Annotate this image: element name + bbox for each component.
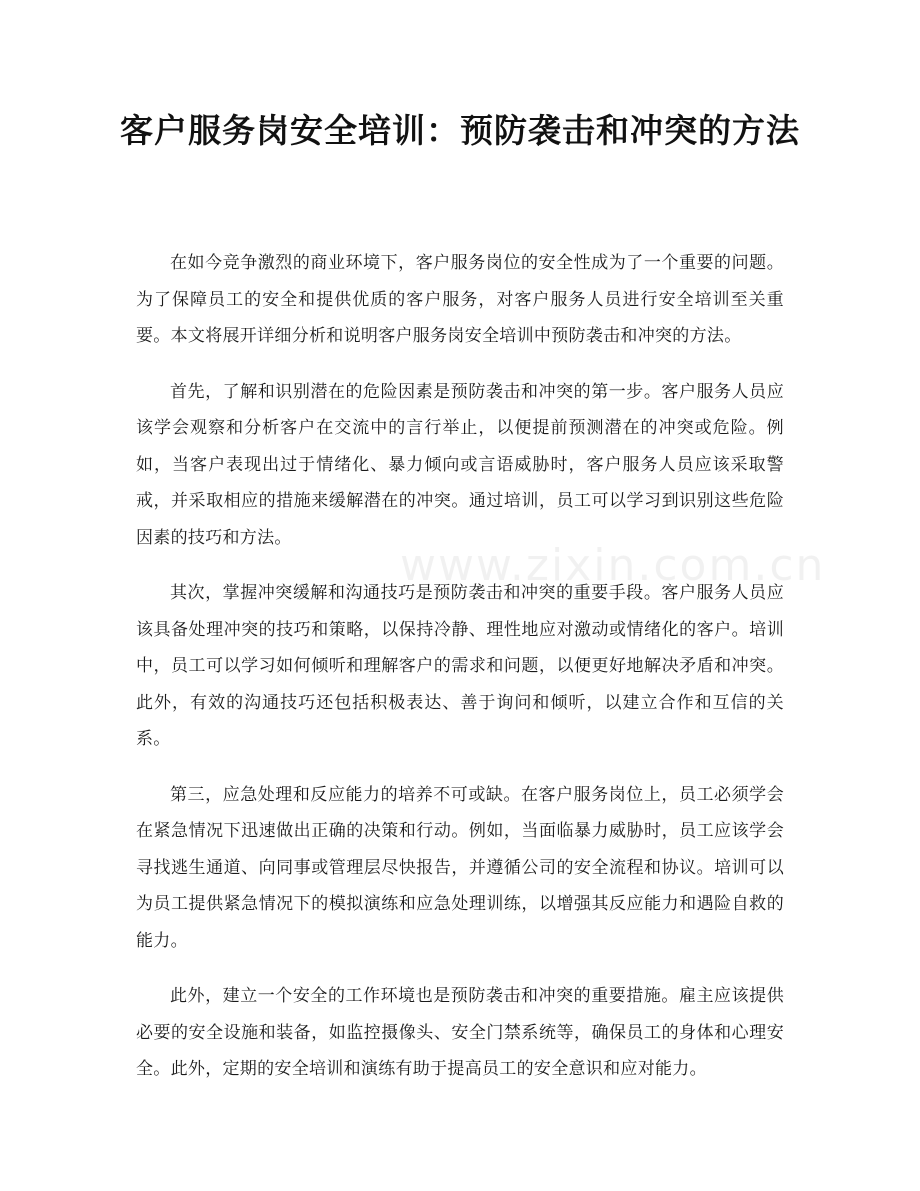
- paragraph-intro: 在如今竞争激烈的商业环境下，客户服务岗位的安全性成为了一个重要的问题。为了保障员工的安全和提供优质的客户服务，对客户服务人员进行安全培训至关重要。本文将展开详细分析和说明客户服务岗安全培训中预防袭击和冲突的方法。: [136, 253, 784, 346]
- paragraph-identify-risks: 首先，了解和识别潜在的危险因素是预防袭击和冲突的第一步。客户服务人员应该学会观察和分析客户在交流中的言行举止，以便提前预测潜在的冲突或危险。例如，当客户表现出过于情绪化、暴力倾向或言语威胁时，客户服务人员应该采取警戒，并采取相应的措施来缓解潜在的冲突。通过培训，员工可以学习到识别这些危险因素的技巧和方法。: [136, 381, 784, 548]
- document-body: [136, 245, 784, 1107]
- paragraph-emergency-response: 第三，应急处理和反应能力的培养不可或缺。在客户服务岗位上，员工必须学会在紧急情况下迅速做出正确的决策和行动。例如，当面临暴力威胁时，员工应该学会寻找逃生通道、向同事或管理层尽快报告，并遵循公司的安全流程和协议。培训可以为员工提供紧急情况下的模拟演练和应急处理训练，以增强其反应能力和遇险自救的能力。: [136, 784, 784, 951]
- paragraph-conflict-communication: 其次，掌握冲突缓解和沟通技巧是预防袭击和冲突的重要手段。客户服务人员应该具备处理冲突的技巧和策略，以保持冷静、理性地应对激动或情绪化的客户。培训中，员工可以学习如何倾听和理解客户的需求和问题，以便更好地解决矛盾和冲突。此外，有效的沟通技巧还包括积极表达、善于询问和倾听，以建立合作和互信的关系。: [136, 583, 784, 749]
- paragraph-safe-environment: 此外，建立一个安全的工作环境也是预防袭击和冲突的重要措施。雇主应该提供必要的安全设施和装备，如监控摄像头、安全门禁系统等，确保员工的身体和心理安全。此外，定期的安全培训和演练有助于提高员工的安全意识和应对能力。: [136, 986, 784, 1079]
- watermark: www.zixin.com.cn: [400, 540, 826, 591]
- document-title: 客户服务岗安全培训：预防袭击和冲突的方法: [120, 111, 800, 150]
